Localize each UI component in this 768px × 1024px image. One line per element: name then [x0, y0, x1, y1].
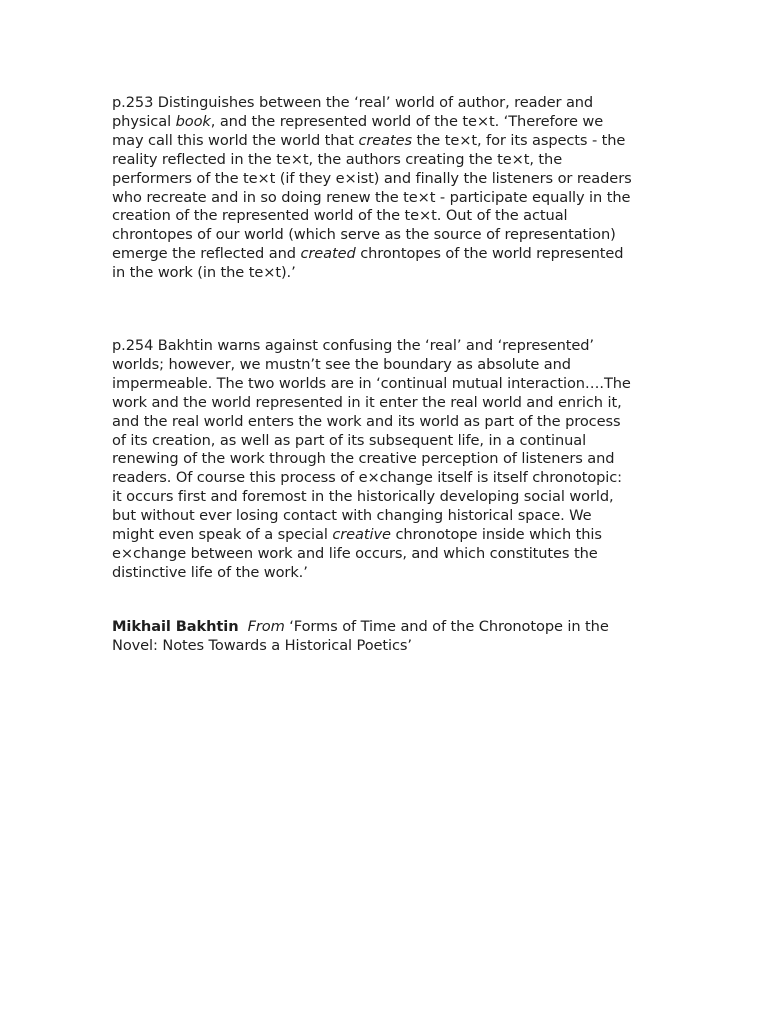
text-line: [112, 545, 660, 564]
text-segment: but without ever losing contact with changing historical space. We: [112, 507, 592, 525]
text-segment: reality reflected in the te×t, the authors creating the te×t, the: [112, 150, 563, 168]
text-segment: creation of the represented world of the te×t. Out of the actual: [112, 207, 568, 225]
text-line: [112, 151, 660, 170]
citation-line-1: [112, 618, 660, 637]
text-segment: worlds; however, we mustn’t see the boundary as absolute and: [112, 355, 571, 373]
text-segment: emerge the reflected and: [112, 245, 301, 263]
text-segment: performers of the te×t (if they e×ist) and finally the listeners or readers: [112, 169, 632, 187]
text-line: [112, 413, 660, 432]
text-segment: , and the represented world of the te×t. ‘Therefore we: [210, 112, 604, 130]
text-line: [112, 132, 660, 151]
text-segment: might even speak of a special: [112, 526, 333, 544]
text-line: [112, 94, 660, 113]
text-segment: who recreate and in so doing renew the te×t - participate equally in the: [112, 188, 631, 206]
text-line: [112, 488, 660, 507]
text-segment: chrontopes of the world represented: [355, 245, 624, 263]
text-segment: work and the world represented in it enter the real world and enrich it,: [112, 393, 622, 411]
text-segment: e×change between work and life occurs, and which constitutes the: [112, 544, 598, 562]
text-segment: chrontopes of our world (which serve as the source of representation): [112, 226, 616, 244]
italic-text: creates: [358, 131, 412, 149]
text-line: [112, 226, 660, 245]
passage-p253: [112, 94, 660, 283]
text-line: [112, 337, 660, 356]
text-segment: impermeable. The two worlds are in ‘continual mutual interaction….The: [112, 374, 631, 392]
text-line: [112, 469, 660, 488]
italic-text: book: [175, 112, 211, 130]
text-segment: p.254 Bakhtin warns against confusing the ‘real’ and ‘represented’: [112, 337, 594, 354]
text-segment: in the work (in the te×t).’: [112, 264, 296, 282]
citation-from-label: From: [247, 618, 285, 635]
text-line: [112, 375, 660, 394]
text-segment: and the real world enters the work and its world as part of the process: [112, 412, 621, 430]
text-segment: of its creation, as well as part of its subsequent life, in a continual: [112, 431, 587, 449]
text-line: [112, 207, 660, 226]
text-segment: it occurs first and foremost in the historically developing social world,: [112, 488, 614, 506]
citation-line-2: [112, 637, 660, 656]
citation-title-part-1: ‘Forms of Time and of the Chronotope in the: [284, 618, 609, 635]
text-line: [112, 356, 660, 375]
text-segment: renewing of the work through the creative perception of listeners and: [112, 450, 615, 468]
text-line: [112, 432, 660, 451]
text-line: [112, 394, 660, 413]
text-line: [112, 189, 660, 208]
citation-title-part-2: Novel: Notes Towards a Historical Poetics’: [112, 636, 412, 654]
text-line: [112, 264, 660, 283]
text-segment: distinctive life of the work.’: [112, 563, 308, 581]
text-line: [112, 450, 660, 469]
text-segment: physical: [112, 112, 176, 130]
text-segment: chronotope inside which this: [390, 526, 602, 544]
text-segment: the te×t, for its aspects - the: [412, 131, 626, 149]
text-segment: readers. Of course this process of e×change itself is itself chronotopic:: [112, 469, 623, 487]
text-line: [112, 245, 660, 264]
text-segment: may call this world the world that: [112, 131, 359, 149]
italic-text: creative: [332, 526, 391, 544]
passage-p254: [112, 337, 660, 583]
text-line: [112, 507, 660, 526]
italic-text: created: [300, 245, 356, 263]
text-line: [112, 170, 660, 189]
text-line: [112, 526, 660, 545]
citation-author: Mikhail Bakhtin: [112, 618, 239, 635]
text-line: [112, 564, 660, 583]
text-segment: p.253 Distinguishes between the ‘real’ world of author, reader and: [112, 94, 594, 111]
source-citation: [112, 618, 660, 656]
text-line: [112, 113, 660, 132]
